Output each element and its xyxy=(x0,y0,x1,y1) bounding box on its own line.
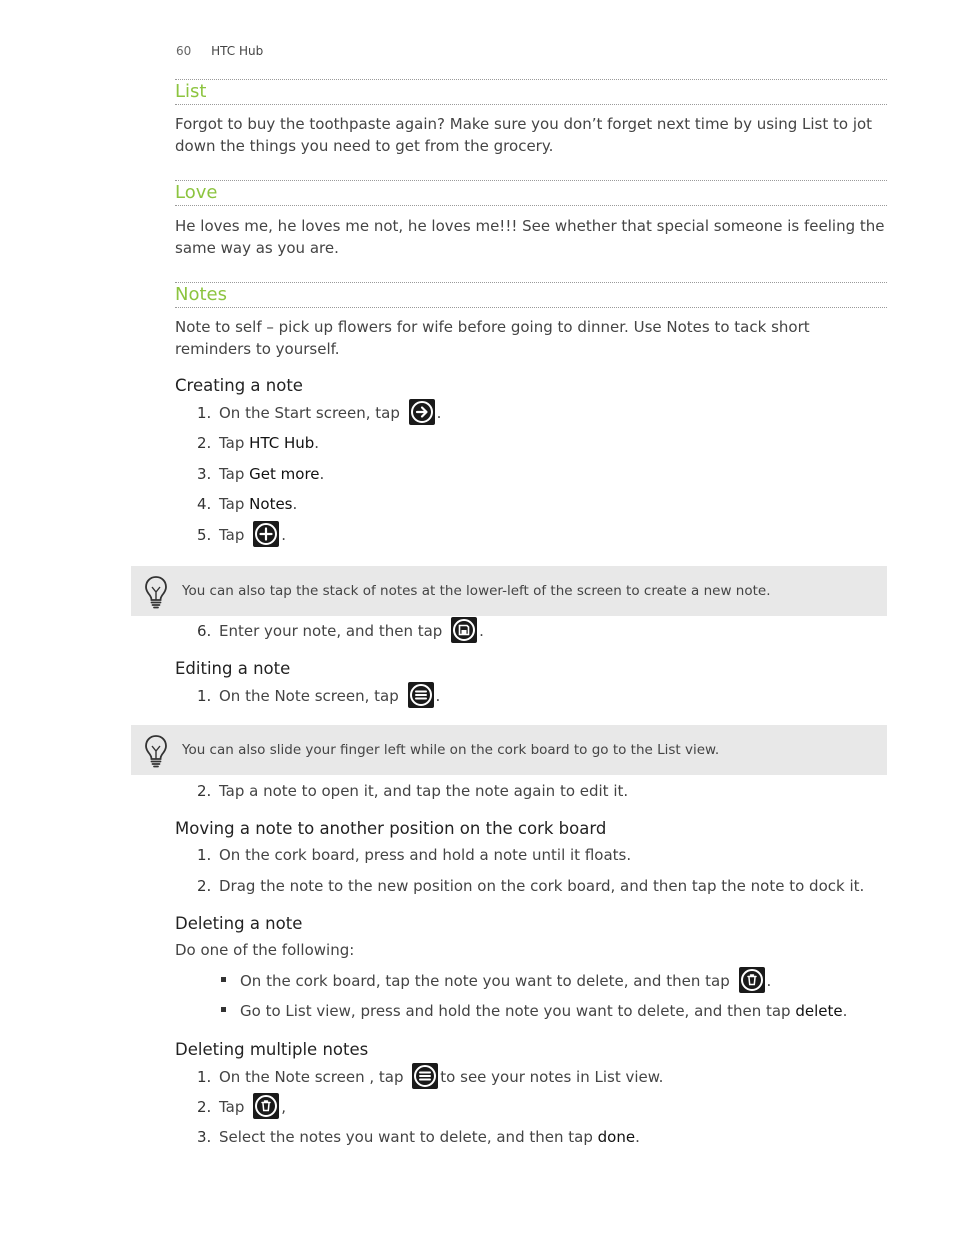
editing-step-2: 2. Tap a note to open it, and tap the note again to edit it. xyxy=(197,782,629,800)
deleting-bullet-1: On the cork board, tap the note you want to delete, and then tap . xyxy=(221,967,771,995)
creating-step-1: 1. On the Start screen, tap . xyxy=(197,399,441,427)
creating-step-4: 4. Tap Notes. xyxy=(197,495,298,513)
section-heading-list: List xyxy=(175,79,887,105)
tip-box-create xyxy=(131,566,887,616)
trash-icon xyxy=(253,1093,279,1119)
subheading-editing-note: Editing a note xyxy=(175,659,291,678)
deleting-intro: Do one of the following: xyxy=(175,941,355,959)
list-icon xyxy=(408,682,434,708)
delete-multiple-step-2: 2. Tap , xyxy=(197,1093,286,1121)
subheading-deleting-multiple: Deleting multiple notes xyxy=(175,1040,369,1059)
creating-step-3: 3. Tap Get more. xyxy=(197,465,325,483)
delete-multiple-step-1: 1. On the Note screen , tap to see your notes in List view. xyxy=(197,1063,663,1091)
page-header xyxy=(176,44,263,58)
lightbulb-icon xyxy=(137,572,175,610)
add-icon xyxy=(253,521,279,547)
tip-text-edit: You can also slide your finger left while on the cork board to go to the List view. xyxy=(182,742,720,758)
tip-text-create: You can also tap the stack of notes at the lower-left of the screen to create a new note. xyxy=(182,583,771,599)
section-body-notes: Note to self – pick up flowers for wife before going to dinner. Use Notes to tack short reminders to yourself. xyxy=(175,318,810,358)
creating-step-5: 5. Tap . xyxy=(197,521,286,549)
moving-step-2: 2. Drag the note to the new position on the cork board, and then tap the note to dock it. xyxy=(197,877,865,895)
save-icon xyxy=(451,617,477,643)
creating-step-2: 2. Tap HTC Hub. xyxy=(197,434,320,452)
subheading-deleting-note: Deleting a note xyxy=(175,914,303,933)
section-body-list: Forgot to buy the toothpaste again? Make sure you don’t forget next time by using List to jot down the things you need to get from the grocery. xyxy=(175,115,873,155)
list-icon xyxy=(412,1063,438,1089)
section-heading-love: Love xyxy=(175,180,887,206)
subheading-moving-note: Moving a note to another position on the cork board xyxy=(175,819,607,838)
deleting-bullet-2: Go to List view, press and hold the note you want to delete, and then tap delete. xyxy=(221,997,847,1025)
editing-step-1: 1. On the Note screen, tap . xyxy=(197,682,440,710)
subheading-creating-note: Creating a note xyxy=(175,376,303,395)
arrow-right-icon xyxy=(409,399,435,425)
trash-icon xyxy=(739,967,765,993)
chapter-title: HTC Hub xyxy=(211,44,264,58)
bullet-marker xyxy=(221,977,226,982)
tip-box-edit xyxy=(131,725,887,775)
page-number: 60 xyxy=(176,44,192,58)
section-body-love: He loves me, he loves me not, he loves me!!! See whether that special someone is feeling the same way as you are. xyxy=(175,217,885,257)
bullet-marker xyxy=(221,1007,226,1012)
section-heading-notes: Notes xyxy=(175,282,887,308)
moving-step-1: 1. On the cork board, press and hold a note until it floats. xyxy=(197,846,632,864)
delete-multiple-step-3: 3. Select the notes you want to delete, and then tap done. xyxy=(197,1128,640,1146)
creating-step-6: 6. Enter your note, and then tap . xyxy=(197,617,484,645)
lightbulb-icon xyxy=(137,731,175,769)
